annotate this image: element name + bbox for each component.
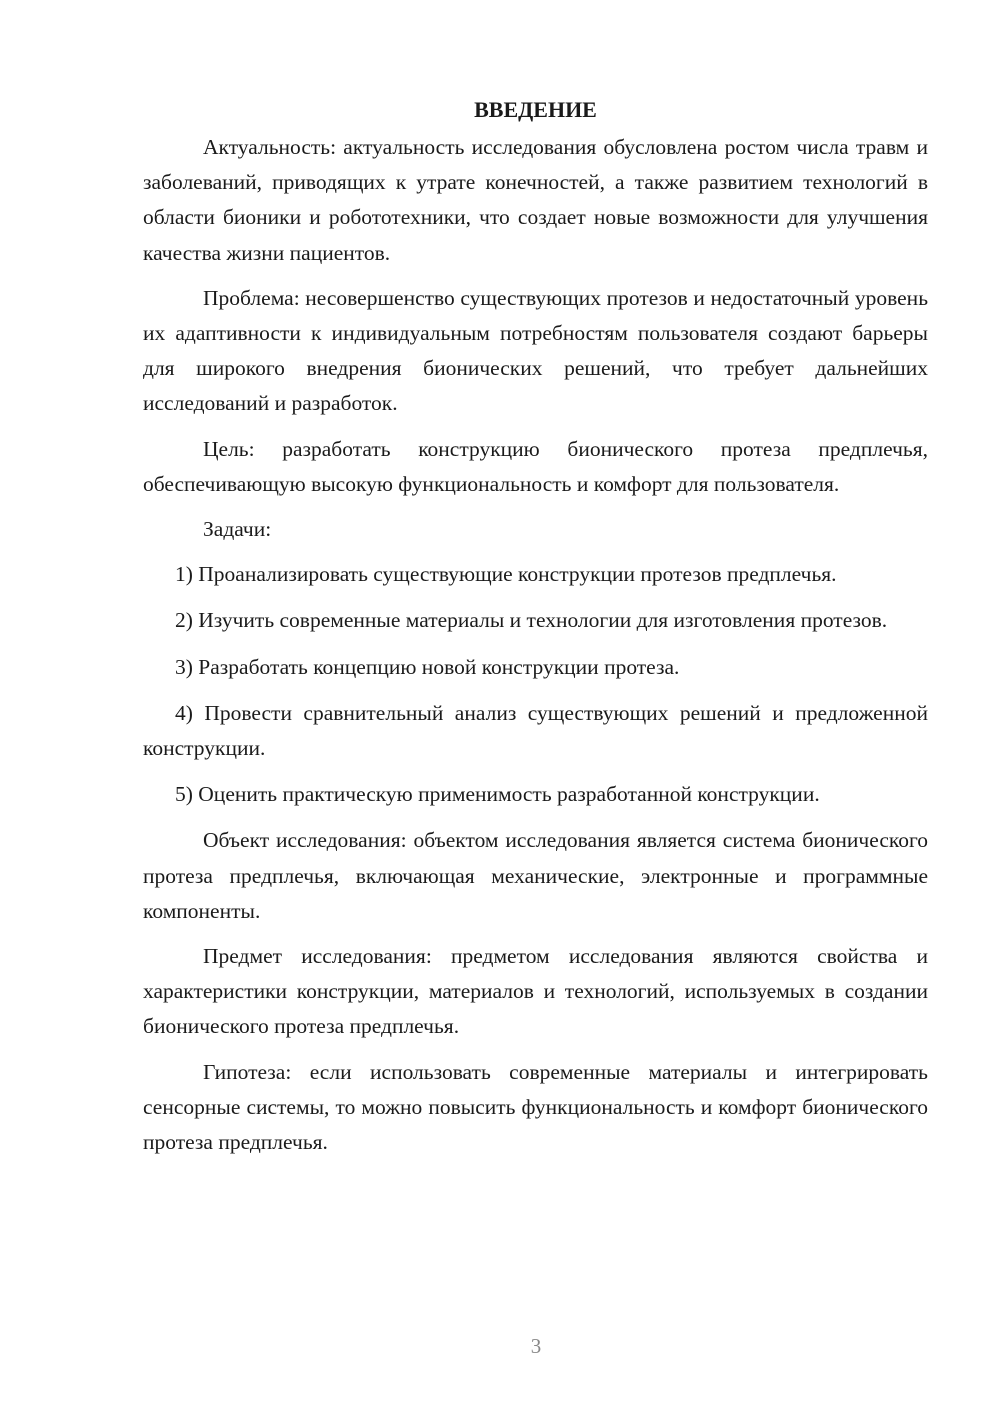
document-page [143,92,928,1170]
task-item-1: 1) Проанализировать существующие конструкции протезов предплечья. [175,562,837,587]
task-item-5: 5) Оценить практическую применимость разработанной конструкции. [175,782,820,807]
tasks-heading: Задачи: [203,517,272,542]
section-title: ВВЕДЕНИЕ [474,97,597,122]
paragraph-problem: Проблема: несовершенство существующих протезов и недостаточный уровень их адаптивности к индивидуальным потребностям пользователя создают барьеры для широкого внедрения бионических решений, что требует дальнейших исследований и разработок. [143,285,928,416]
task-item-3: 3) Разработать концепцию новой конструкции протеза. [175,654,680,679]
paragraph-goal: Цель: разработать конструкцию бионического протеза предплечья, обеспечивающую высокую функциональность и комфорт для пользователя. [143,436,928,496]
page-number: 3 [530,1334,542,1358]
task-item-4: 4) Провести сравнительный анализ существующих решений и предложенной конструкции. [143,700,928,761]
task-item-2: 2) Изучить современные материалы и технологии для изготовления протезов. [175,608,888,633]
paragraph-subject: Предмет исследования: предметом исследования являются свойства и характеристики конструкции, материалов и технологий, используемых в создании бионического протеза предплечья. [143,944,928,1039]
paragraph-relevance: Актуальность: актуальность исследования обусловлена ростом числа травм и заболеваний, приводящих к утрате конечностей, а также развитием технологий в области бионики и робототехники, что создает новые возможности для улучшения качества жизни пациентов. [143,135,928,265]
paragraph-hypothesis: Гипотеза: если использовать современные материалы и интегрировать сенсорные системы, то можно повысить функциональность и комфорт бионического протеза предплечья. [143,1059,928,1155]
paragraph-object: Объект исследования: объектом исследования является система бионического протеза предплечья, включающая механические, электронные и программные компоненты. [143,828,928,923]
